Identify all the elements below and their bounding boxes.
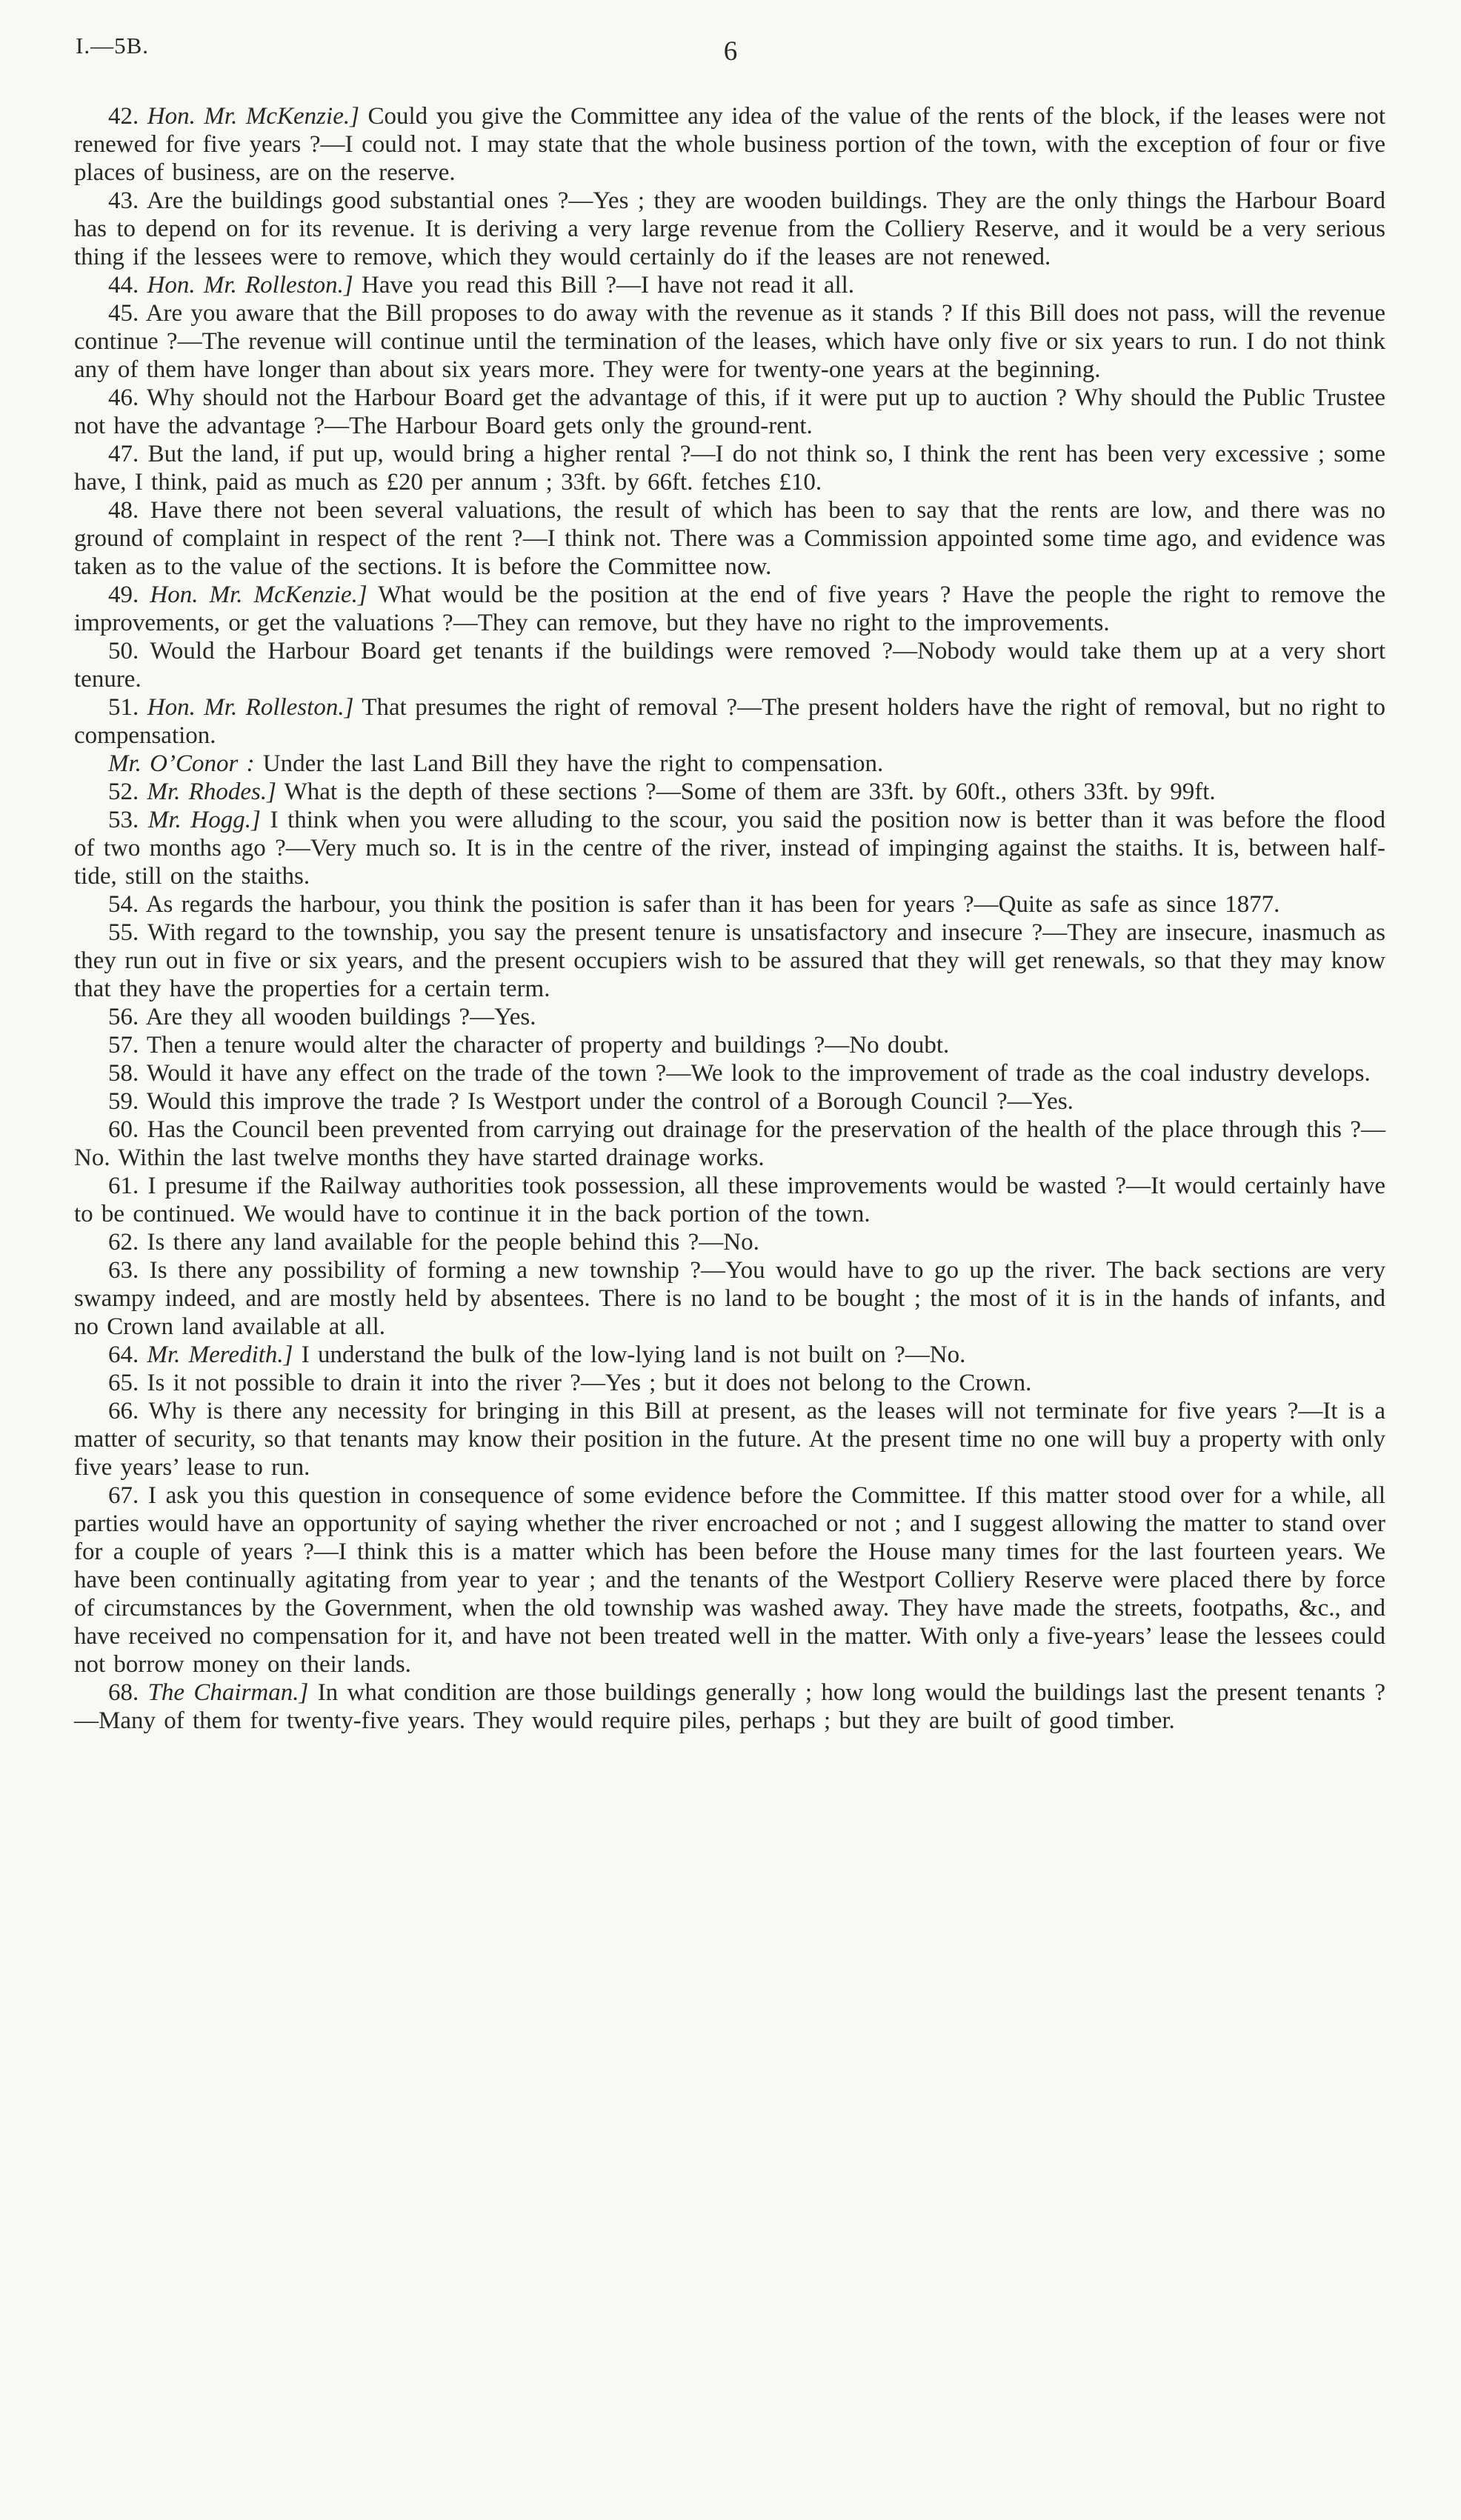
- qa-paragraph: [74, 1679, 1385, 1735]
- paragraph-text: Is there any possibility of forming a new township ?—You would have to go up the river. The back sections are very swampy indeed, and are mostly held by absentees. There is no land to be bought ; the most of it is in the hands of infants, and no Crown land available at all.: [74, 1257, 1386, 1340]
- qa-paragraph: [74, 187, 1385, 271]
- speaker-name: Mr. Hogg.]: [147, 807, 261, 833]
- paragraph-text: That presumes the right of removal ?—The present holders have the right of removal, but no right to compensation.: [74, 694, 1386, 749]
- qa-paragraph: [74, 1341, 1385, 1369]
- qa-paragraph: [74, 384, 1385, 440]
- paragraph-text: Has the Council been prevented from carrying out drainage for the preservation of the health of the place through this ?—No. Within the last twelve months they have started drainage works.: [74, 1116, 1386, 1171]
- question-number: 48.: [108, 497, 139, 524]
- paragraph-text: I think when you were alluding to the scour, you said the position now is better than it was before the flood of two months ago ?—Very much so. It is in the centre of the river, instead of impinging against the staiths. It is, between half-tide, still on the staiths.: [74, 807, 1386, 890]
- qa-paragraph: [74, 1256, 1385, 1341]
- qa-paragraph: [74, 1031, 1385, 1059]
- qa-paragraph: [74, 1087, 1385, 1116]
- paragraph-text: In what condition are those buildings generally ; how long would the buildings last the present tenants ?—Many of them for twenty-five years. They would require piles, perhaps ; but they are built of good timber.: [74, 1679, 1385, 1734]
- qa-paragraph: [74, 1059, 1385, 1087]
- qa-paragraph: [74, 778, 1385, 806]
- paragraph-text: Would it have any effect on the trade of the town ?—We look to the improvement of trade as the coal industry develops.: [146, 1060, 1371, 1087]
- paragraph-text: Have you read this Bill ?—I have not read it all.: [362, 272, 855, 299]
- qa-paragraph: [74, 1003, 1385, 1031]
- paragraph-text: Are you aware that the Bill proposes to do away with the revenue as it stands ? If this Bill does not pass, will the revenue continue ?—The revenue will continue until the termination of the leases, which have only five or six years to run. I do not think any of them have longer than about six years more. They were for twenty-one years at the beginning.: [74, 300, 1385, 383]
- speaker-name: Hon. Mr. Rolleston.]: [147, 272, 353, 299]
- question-number: 58.: [108, 1060, 139, 1087]
- document-body: [0, 80, 1461, 1735]
- paragraph-text: As regards the harbour, you think the position is safer than it has been for years ?—Quite as safe as since 1877.: [145, 891, 1280, 918]
- page-header: [0, 0, 1461, 80]
- qa-paragraph: [74, 1481, 1385, 1679]
- paragraph-text: Are the buildings good substantial ones ?—Yes ; they are wooden buildings. They are the only things the Harbour Board has to depend on for its revenue. It is deriving a very large revenue from the Colliery Reserve, and it would be a very serious thing if the lessees were to remove, which they would certainly do if the leases are not renewed.: [74, 187, 1385, 270]
- question-number: 62.: [108, 1229, 139, 1256]
- question-number: 67.: [108, 1482, 139, 1509]
- paragraph-text: I understand the bulk of the low-lying land is not built on ?—No.: [301, 1341, 966, 1368]
- qa-paragraph: [74, 102, 1385, 187]
- qa-paragraph: [74, 1116, 1385, 1172]
- paragraph-text: But the land, if put up, would bring a higher rental ?—I do not think so, I think the rent has been very excessive ; some have, I think, paid as much as £20 per annum ; 33ft. by 66ft. fetches £10.: [74, 441, 1386, 496]
- qa-paragraph: [74, 693, 1385, 750]
- paragraph-text: What would be the position at the end of five years ? Have the people the right to remove the improvements, or get the valuations ?—They can remove, but they have no right to the improvements.: [74, 581, 1385, 636]
- qa-paragraph: [74, 271, 1385, 299]
- question-number: 43.: [108, 187, 139, 214]
- qa-paragraph: [74, 299, 1385, 384]
- paragraph-text: Would the Harbour Board get tenants if the buildings were removed ?—Nobody would take them up at a very short tenure.: [74, 638, 1385, 693]
- speaker-name: The Chairman.]: [147, 1679, 309, 1706]
- speaker-name: Mr. O’Conor :: [108, 750, 255, 777]
- question-number: 56.: [108, 1004, 139, 1030]
- question-number: 46.: [108, 384, 139, 411]
- paragraph-text: Then a tenure would alter the character of property and buildings ?—No doubt.: [146, 1032, 950, 1059]
- page-number: 6: [723, 36, 738, 67]
- question-number: 42.: [108, 103, 139, 130]
- qa-paragraph: [74, 440, 1385, 496]
- speaker-name: Hon. Mr. Rolleston.]: [147, 694, 354, 721]
- question-number: 61.: [108, 1173, 139, 1199]
- question-number: 66.: [108, 1398, 139, 1424]
- question-number: 65.: [108, 1370, 139, 1396]
- question-number: 51.: [108, 694, 139, 721]
- question-number: 54.: [108, 891, 139, 918]
- qa-paragraph: [74, 581, 1385, 637]
- qa-paragraph: [74, 750, 1385, 778]
- paragraph-text: Is there any land available for the people behind this ?—No.: [147, 1229, 759, 1256]
- qa-paragraph: [74, 919, 1385, 1003]
- question-number: 64.: [108, 1341, 139, 1368]
- question-number: 44.: [108, 272, 139, 299]
- paragraph-text: Under the last Land Bill they have the right to compensation.: [262, 750, 884, 777]
- question-number: 45.: [108, 300, 139, 327]
- qa-paragraph: [74, 1369, 1385, 1397]
- qa-paragraph: [74, 496, 1385, 581]
- question-number: 63.: [108, 1257, 139, 1284]
- question-number: 47.: [108, 441, 139, 467]
- volume-label: I.—5B.: [76, 33, 149, 59]
- paragraph-text: Why should not the Harbour Board get the advantage of this, if it were put up to auction ? Why should the Public Trustee not have the advantage ?—The Harbour Board gets only the ground-rent.: [74, 384, 1386, 439]
- question-number: 68.: [108, 1679, 139, 1706]
- qa-paragraph: [74, 890, 1385, 919]
- paragraph-text: Are they all wooden buildings ?—Yes.: [145, 1004, 536, 1030]
- question-number: 60.: [108, 1116, 139, 1143]
- question-number: 55.: [108, 919, 139, 946]
- question-number: 52.: [108, 779, 139, 805]
- paragraph-text: With regard to the township, you say the present tenure is unsatisfactory and insecure ?—They are insecure, inasmuch as they run out in five or six years, and the present occupiers wish to be assured that they will get renewals, so that they may know that they have the properties for a certain term.: [74, 919, 1386, 1002]
- qa-paragraph: [74, 1172, 1385, 1228]
- speaker-name: Mr. Meredith.]: [147, 1341, 293, 1368]
- paragraph-text: Could you give the Committee any idea of the value of the rents of the block, if the leases were not renewed for five years ?—I could not. I may state that the whole business portion of the town, with the exception of four or five places of business, are on the reserve.: [74, 103, 1385, 186]
- question-number: 59.: [108, 1088, 139, 1115]
- question-number: 49.: [108, 581, 139, 608]
- qa-paragraph: [74, 806, 1385, 890]
- speaker-name: Hon. Mr. McKenzie.]: [150, 581, 367, 608]
- paragraph-text: I presume if the Railway authorities took possession, all these improvements would be wasted ?—It would certainly have to be continued. We would have to continue it in the back portion of the town.: [74, 1173, 1385, 1227]
- question-number: 53.: [108, 807, 139, 833]
- paragraph-text: What is the depth of these sections ?—Some of them are 33ft. by 60ft., others 33ft. by 99ft.: [284, 779, 1216, 805]
- paragraph-text: Why is there any necessity for bringing in this Bill at present, as the leases will not terminate for five years ?—It is a matter of security, so that tenants may know their position in the future. At the present time no one will buy a property with only five years’ lease to run.: [74, 1398, 1386, 1481]
- speaker-name: Mr. Rhodes.]: [147, 779, 276, 805]
- paragraph-text: Would this improve the trade ? Is Westport under the control of a Borough Council ?—Yes.: [146, 1088, 1074, 1115]
- paragraph-text: I ask you this question in consequence of some evidence before the Committee. If this matter stood over for a while, all parties would have an opportunity of saying whether the river encroached or not ; and I suggest allowing the matter to stand over for a couple of years ?—I think this is a matter which has been before the House many times for the last fourteen years. We have been continually agitating from year to year ; and the tenants of the Westport Colliery Reserve were placed there by force of circumstances by the Government, when the old township was washed away. They have made the streets, footpaths, &c., and have received no compensation for it, and have not been treated well in the matter. With only a five-years’ lease the lessees could not borrow money on their lands.: [74, 1482, 1386, 1678]
- question-number: 57.: [108, 1032, 139, 1059]
- question-number: 50.: [108, 638, 139, 664]
- qa-paragraph: [74, 1397, 1385, 1481]
- qa-paragraph: [74, 1228, 1385, 1256]
- speaker-name: Hon. Mr. McKenzie.]: [147, 103, 359, 130]
- paragraph-text: Is it not possible to drain it into the river ?—Yes ; but it does not belong to the Crown.: [147, 1370, 1032, 1396]
- qa-paragraph: [74, 637, 1385, 693]
- paragraph-text: Have there not been several valuations, the result of which has been to say that the rents are low, and there was no ground of complaint in respect of the rent ?—I think not. There was a Commission appointed some time ago, and evidence was taken as to the value of the sections. It is before the Committee now.: [74, 497, 1386, 580]
